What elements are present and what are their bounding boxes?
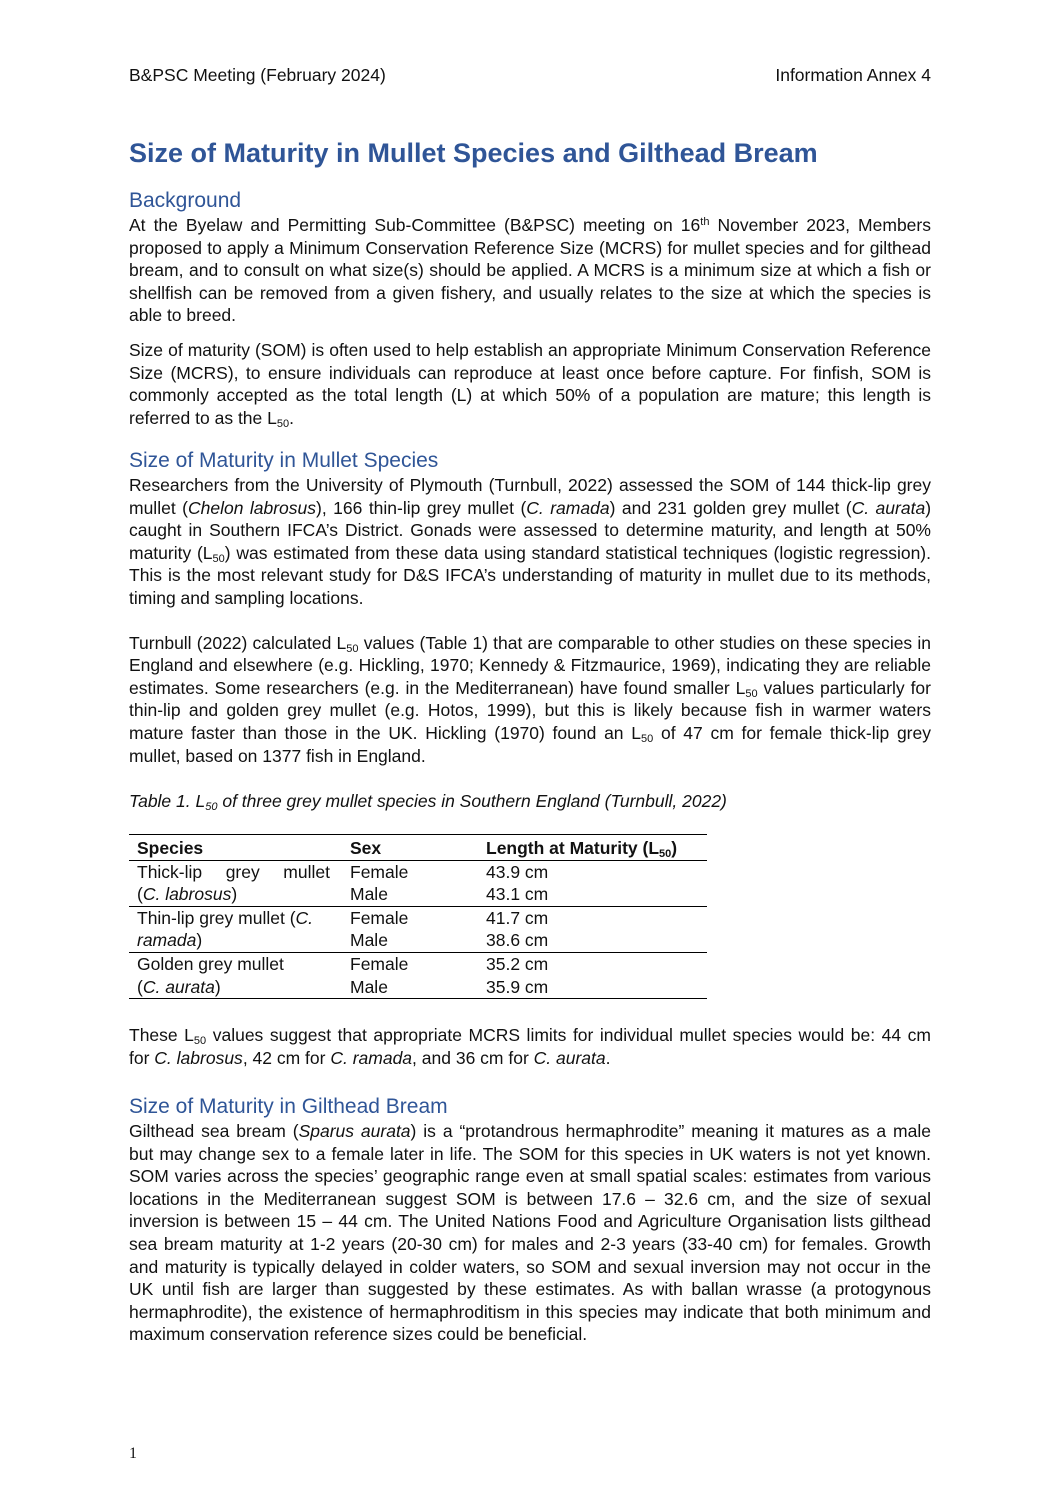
bream-paragraph: Gilthead sea bream (Sparus aurata) is a “protandrous hermaphrodite” meaning it matures as a male but may change sex to a female later in life. The SOM for this species in UK waters is not yet known. SOM varies across the species’ geographic range even at small spatial scales: estimates from various locations in the Mediterranean suggest SOM is between 17.6 – 32.6 cm, and the size of sexual inversion is between 15 – 44 cm. The United Nations Food and Agriculture Organisation lists gilthead sea bream maturity at 1-2 years (20-30 cm) for males and 2-3 years (33-40 cm) for females. Growth and maturity is typically delayed in colder waters, so SOM and sexual inversion may not occur in the UK until fish are larger than suggested by these estimates. As with ballan wrasse (a protogynous hermaphrodite), the existence of hermaphroditism in this species may indicate that both minimum and maximum conservation reference sizes could be beneficial. [129, 1121, 931, 1345]
sex-cell: Female [350, 861, 409, 882]
bream-heading: Size of Maturity in Gilthead Bream [129, 1095, 448, 1118]
header-meeting: B&PSC Meeting (February 2024) [129, 65, 386, 85]
mullet-section [129, 448, 931, 767]
species-cell: (C. aurata) [129, 976, 342, 999]
species-cell: Thick-lip grey mullet [137, 861, 330, 882]
mullet-heading: Size of Maturity in Mullet Species [129, 449, 439, 472]
species-cell: Golden grey mullet [137, 953, 284, 974]
mullet-paragraph-1: Researchers from the University of Plymouth (Turnbull, 2022) assessed the SOM of 144 thick-lip grey mullet (Chelon labrosus), 166 thin-lip grey mullet (C. ramada) and 231 golden grey mullet (C. aurata) caught in Southern IFCA’s District. Gonads were assessed to determine maturity, and length at 50% maturity $(L_{50})$ was estimated from these data using standard statistical techniques (logistic regression). This is the most relevant study for D&S IFCA’s understanding of maturity in mullet due to its methods, timing and sampling locations. [129, 475, 932, 608]
length-cell: 43.9 cm [486, 861, 549, 882]
sex-cell: Male [342, 883, 478, 906]
length-cell: 38.6 cm [478, 929, 707, 952]
length-cell: 41.7 cm [486, 907, 549, 928]
sex-cell: Male [342, 929, 478, 952]
mcrs-suggestion [129, 1024, 931, 1069]
table-row [129, 883, 707, 906]
table-row [129, 976, 707, 999]
background-heading: Background [129, 189, 242, 212]
table-caption: Table 1. $L_{50}$ of three grey mullet species in Southern England (Turnbull, 2022) [129, 791, 727, 813]
sex-cell: Female [350, 953, 409, 974]
length-cell: 43.1 cm [478, 883, 707, 906]
table-row [129, 860, 707, 883]
background-paragraph-2: Size of maturity (SOM) is often used to help establish an appropriate Minimum Conservation Reference Size (MCRS), to ensure individuals can reproduce at least once before capture. For finfish, SOM is commonly accepted as the total length (L) at which 50% of a population are mature; this length is referred to as the $L_{50}$. [129, 339, 931, 430]
page-number: 1 [129, 1445, 137, 1462]
background-section [129, 188, 931, 429]
sex-cell: Female [350, 907, 409, 928]
species-cell: (C. labrosus) [129, 883, 342, 906]
table-row [129, 952, 707, 975]
header-species: Species [129, 835, 342, 861]
species-cell: ramada) [129, 929, 342, 952]
length-cell: 35.2 cm [486, 953, 549, 974]
table-header-row [129, 835, 707, 861]
mullet-paragraph-2: Turnbull (2022) calculated $L_{50}$ values (Table 1) that are comparable to other studies on these species in England and elsewhere (e.g. Hickling, 1970; Kennedy & Fitzmaurice, 1969), indicating they are reliable estimates. Some researchers (e.g. in the Mediterranean) have found smaller $L_{50}$ values particularly for thin-lip and golden grey mullet (e.g. Hotos, 1999), but this is likely because fish in warmer waters mature faster than those in the UK. Hickling (1970) found an $L_{50}$ of 47 cm for female thick-lip grey mullet, based on 1377 fish in England. [129, 632, 932, 766]
header-length: Length at Maturity $(L_{50})$ [478, 835, 707, 861]
header-sex: Sex [342, 835, 478, 861]
header-annex: Information Annex 4 [775, 65, 931, 85]
maturity-table [129, 834, 707, 999]
species-cell: Thin-lip grey mullet (C. [137, 907, 314, 928]
bream-section [129, 1094, 931, 1346]
table-row [129, 929, 707, 952]
table-row [129, 906, 707, 929]
document-title: Size of Maturity in Mullet Species and Gilthead Bream [129, 138, 818, 168]
background-paragraph-1: At the Byelaw and Permitting Sub-Committee (B&PSC) meeting on 16th November 2023, Members proposed to apply a Minimum Conservation Reference Size (MCRS) for mullet species and for gilthead bream, and to consult on what size(s) should be applied. A MCRS is a minimum size at which a fish or shellfish can be removed from a given fishery, and usually relates to the size at which the species is able to breed. [129, 215, 931, 326]
length-cell: 35.9 cm [478, 976, 707, 999]
mcrs-paragraph: These $L_{50}$ values suggest that appropriate MCRS limits for individual mullet species would be: 44 cm for C. labrosus, 42 cm for C. ramada, and 36 cm for C. aurata. [129, 1025, 931, 1068]
sex-cell: Male [342, 976, 478, 999]
